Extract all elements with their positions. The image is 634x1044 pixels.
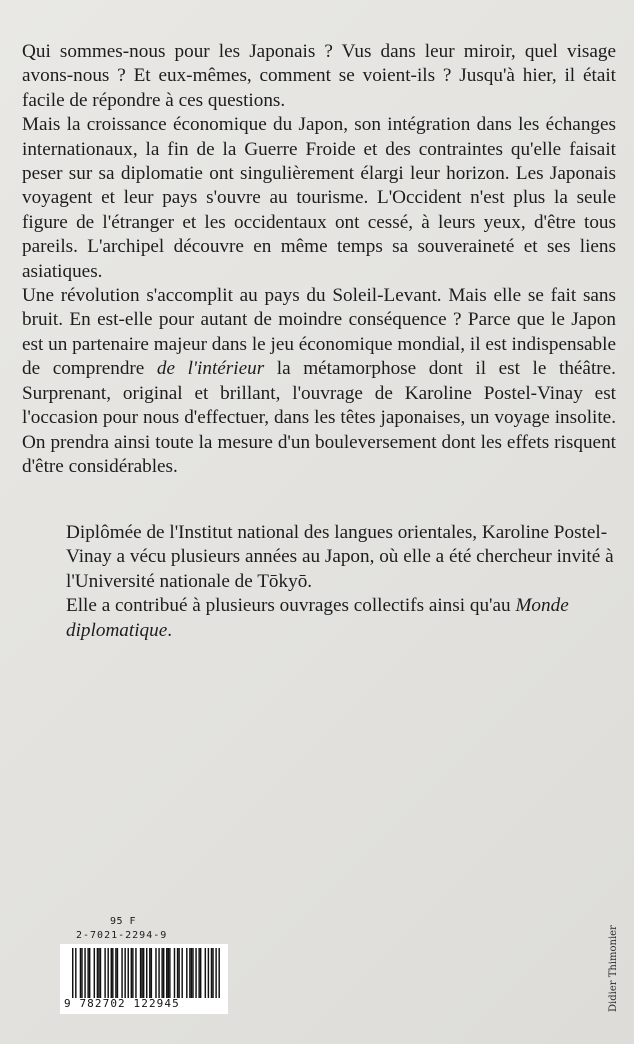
blurb-paragraph-1: Qui sommes-nous pour les Japonais ? Vus dans leur miroir, quel visage avons-nous ? Et eux-mêmes, comment se voient-ils ? Jusqu'à hier, il était facile de répondre à ces questions. (22, 41, 616, 111)
author-bio-paragraph-2-end: . (167, 619, 173, 641)
blurb-paragraph-3-end: la métamorphose dont il est le théâtre. Surprenant, original et brillant, l'ouvrage de Karoline Postel-Vinay est l'occasion pour nous d'effectuer, dans les têtes japonaises, un voyage insolite. On prendra ainsi toute la mesure d'un bouleversement dont les effets risquent d'être considérables. (22, 358, 616, 477)
publication-title: Monde diplomatique (66, 595, 569, 641)
blurb-paragraph-3-start: Une révolution s'accomplit au pays du Soleil-Levant. Mais elle se fait sans bruit. En est-elle pour autant de moindre conséquence ? Parce que le Japon est un partenaire majeur dans le jeu économique mondial, il est indispensable de comprendre (22, 285, 616, 380)
author-bio-paragraph-2-start: Elle a contribué à plusieurs ouvrages collectifs ainsi qu'au (66, 595, 516, 617)
author-bio-paragraph-1: Diplômée de l'Institut national des langues orientales, Karoline Postel-Vinay a vécu plusieurs années au Japon, où elle a été chercheur invité à l'Université nationale de Tōkyō. (66, 522, 614, 592)
barcode-panel (60, 944, 228, 1014)
blurb-italic-phrase: de l'intérieur (156, 358, 265, 380)
blurb-paragraph-3 (22, 284, 616, 479)
blurb-paragraph-2: Mais la croissance économique du Japon, son intégration dans les échanges internationaux, la fin de la Guerre Froide et des contraintes qu'elle faisait peser sur sa diplomatie ont singulièrement élargi leur horizon. Les Japonais voyagent et leur pays s'ouvre au tourisme. L'Occident n'est plus la seule figure de l'étranger et les occidentaux ont cessé, à leurs yeux, d'être tous pareils. L'archipel découvre en même temps sa souveraineté et ses liens asiatiques. (22, 114, 616, 282)
barcode-icon (72, 948, 220, 998)
barcode-number: 9 782702 122945 (64, 997, 180, 1010)
isbn-label: 2-7021-2294-9 (76, 930, 168, 941)
blurb-text (22, 40, 616, 479)
author-bio-paragraph-2 (66, 594, 616, 643)
publisher-name: Didier Thimonier (608, 925, 619, 1012)
author-bio (66, 521, 616, 643)
price-label: 95 F (110, 916, 137, 927)
